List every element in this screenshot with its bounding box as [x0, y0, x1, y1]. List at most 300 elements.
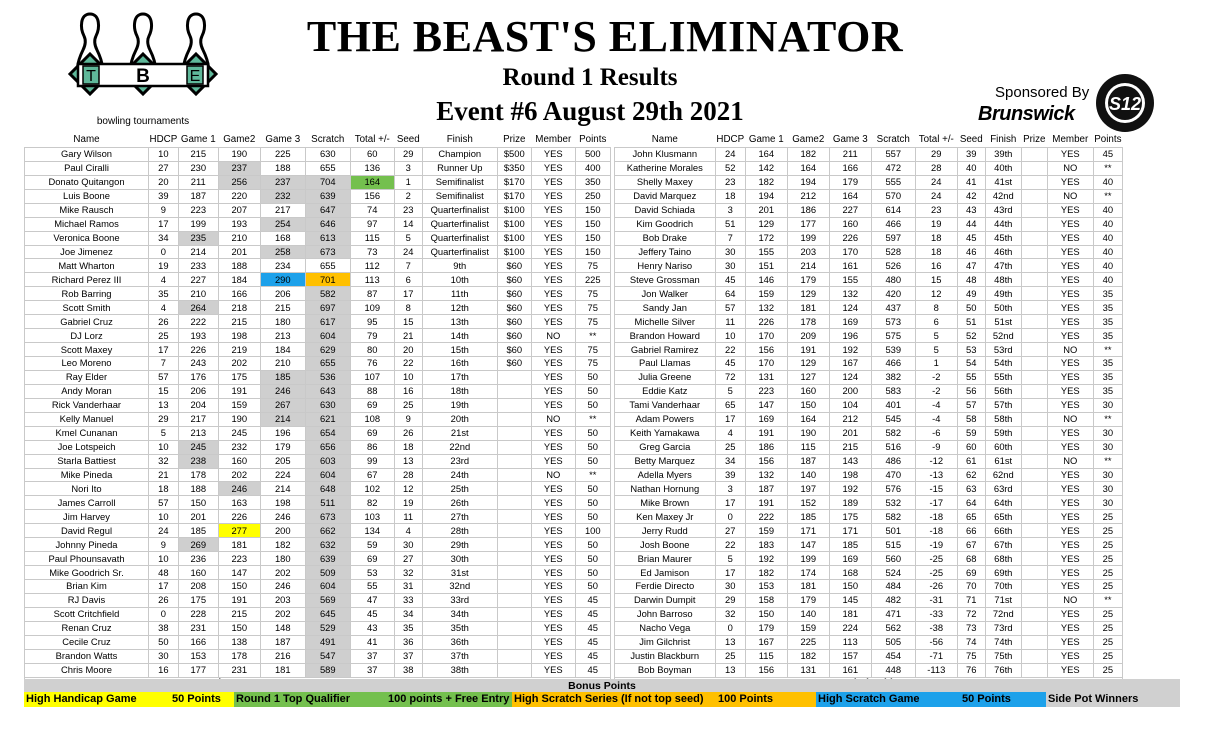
- left-cell: 13: [149, 398, 179, 412]
- left-cell: 202: [218, 357, 260, 371]
- left-cell: 277: [218, 524, 260, 538]
- right-cell: 45: [715, 273, 745, 287]
- left-cell: 69: [350, 398, 394, 412]
- right-cell: 68: [957, 552, 985, 566]
- right-cell: 189: [829, 496, 871, 510]
- right-cell: [1021, 357, 1047, 371]
- right-cell: 150: [829, 580, 871, 594]
- table-row: [25, 343, 1123, 357]
- table-row: [25, 315, 1123, 329]
- left-cell: 18: [394, 440, 422, 454]
- left-cell: [497, 440, 531, 454]
- bonus-points: 100 points + Free Entry: [386, 692, 512, 707]
- right-cell: 147: [745, 398, 787, 412]
- left-cell: YES: [531, 649, 575, 663]
- table-row: [25, 607, 1123, 621]
- bonus-section: [24, 679, 1180, 707]
- right-cell: 30: [1093, 440, 1122, 454]
- right-cell: 16: [915, 259, 957, 273]
- left-cell: 107: [350, 370, 394, 384]
- right-cell: 196: [829, 329, 871, 343]
- left-cell: 160: [178, 566, 218, 580]
- right-cell: 454: [871, 649, 915, 663]
- left-cell: YES: [531, 482, 575, 496]
- right-cell: [1021, 370, 1047, 384]
- right-cell: NO: [1047, 161, 1093, 175]
- right-cell: 480: [871, 273, 915, 287]
- right-cell: 52nd: [985, 329, 1021, 343]
- left-cell: 5: [149, 426, 179, 440]
- right-cell: [1021, 301, 1047, 315]
- left-cell: 250: [575, 189, 610, 203]
- right-cell: 124: [829, 370, 871, 384]
- right-cell: 194: [745, 189, 787, 203]
- left-cell: 4: [149, 301, 179, 315]
- right-cell: 6: [915, 315, 957, 329]
- left-cell: 21: [394, 329, 422, 343]
- right-cell: 401: [871, 398, 915, 412]
- left-cell: 30: [394, 538, 422, 552]
- right-cell: 39: [957, 147, 985, 161]
- left-cell: 190: [218, 147, 260, 161]
- left-cell: 11th: [422, 287, 497, 301]
- left-cell: 50: [575, 510, 610, 524]
- left-cell: 630: [305, 147, 350, 161]
- right-cell: 172: [745, 231, 787, 245]
- right-cell: 30: [1093, 398, 1122, 412]
- right-cell: 73rd: [985, 621, 1021, 635]
- right-cell: Brandon Howard: [614, 329, 715, 343]
- right-cell: 471: [871, 607, 915, 621]
- right-cell: 30: [715, 580, 745, 594]
- left-cell: YES: [531, 175, 575, 189]
- right-cell: [1021, 315, 1047, 329]
- bonus-points: 100 Points: [716, 692, 816, 707]
- left-cell: YES: [531, 635, 575, 649]
- left-cell: 60: [350, 147, 394, 161]
- column-header-right: Total +/-: [918, 134, 954, 146]
- left-cell: 100: [575, 524, 610, 538]
- right-cell: 186: [787, 203, 829, 217]
- left-cell: YES: [531, 203, 575, 217]
- right-cell: 212: [829, 412, 871, 426]
- right-cell: 113: [829, 635, 871, 649]
- right-cell: 40: [1093, 217, 1122, 231]
- right-cell: [1021, 496, 1047, 510]
- left-cell: 150: [575, 245, 610, 259]
- right-cell: 5: [715, 552, 745, 566]
- left-cell: 30: [149, 649, 179, 663]
- left-cell: James Carroll: [25, 496, 149, 510]
- right-cell: 30: [715, 245, 745, 259]
- left-cell: $170: [497, 189, 531, 203]
- left-cell: [497, 580, 531, 594]
- left-cell: 214: [260, 412, 305, 426]
- right-cell: John Barroso: [614, 607, 715, 621]
- table-row: [25, 426, 1123, 440]
- right-cell: Katherine Morales: [614, 161, 715, 175]
- left-cell: Richard Perez III: [25, 273, 149, 287]
- right-cell: 17: [715, 566, 745, 580]
- left-cell: 32: [149, 454, 179, 468]
- left-cell: 86: [350, 440, 394, 454]
- right-cell: 169: [745, 412, 787, 426]
- left-cell: 34th: [422, 607, 497, 621]
- right-cell: 5: [915, 329, 957, 343]
- left-cell: NO: [531, 329, 575, 343]
- left-cell: 25: [149, 329, 179, 343]
- left-cell: YES: [531, 552, 575, 566]
- table-row: [25, 593, 1123, 607]
- column-header-left: Name: [73, 134, 100, 146]
- right-cell: 35: [1093, 301, 1122, 315]
- left-cell: 226: [178, 343, 218, 357]
- left-cell: DJ Lorz: [25, 329, 149, 343]
- right-cell: 47: [957, 259, 985, 273]
- left-cell: $60: [497, 259, 531, 273]
- left-cell: 19: [149, 259, 179, 273]
- right-cell: 170: [745, 329, 787, 343]
- right-cell: 382: [871, 370, 915, 384]
- table-row: [25, 259, 1123, 273]
- right-cell: 181: [787, 580, 829, 594]
- right-cell: 25: [1093, 635, 1122, 649]
- right-cell: 178: [787, 315, 829, 329]
- left-cell: $60: [497, 287, 531, 301]
- right-cell: 168: [829, 566, 871, 580]
- right-cell: [1021, 649, 1047, 663]
- right-cell: 50th: [985, 301, 1021, 315]
- table-row: [25, 468, 1123, 482]
- left-cell: Chris Moore: [25, 663, 149, 677]
- right-cell: 466: [871, 357, 915, 371]
- right-cell: 45th: [985, 231, 1021, 245]
- right-cell: 197: [787, 482, 829, 496]
- right-cell: 25: [1093, 580, 1122, 594]
- right-cell: 48: [957, 273, 985, 287]
- left-cell: 511: [305, 496, 350, 510]
- right-cell: 153: [745, 580, 787, 594]
- right-cell: Adam Powers: [614, 412, 715, 426]
- right-cell: 22: [715, 343, 745, 357]
- right-cell: YES: [1047, 621, 1093, 635]
- right-cell: -25: [915, 552, 957, 566]
- left-cell: 38: [149, 621, 179, 635]
- right-cell: 63rd: [985, 482, 1021, 496]
- right-cell: 146: [745, 273, 787, 287]
- right-cell: 182: [745, 566, 787, 580]
- column-header-left: Total +/-: [354, 134, 390, 146]
- left-cell: 109: [350, 301, 394, 315]
- left-cell: $100: [497, 203, 531, 217]
- right-cell: 12: [915, 287, 957, 301]
- right-cell: 34: [715, 454, 745, 468]
- left-cell: 50: [575, 552, 610, 566]
- left-cell: 208: [178, 580, 218, 594]
- left-cell: 45: [575, 635, 610, 649]
- right-cell: 57: [957, 398, 985, 412]
- left-cell: 33rd: [422, 593, 497, 607]
- left-cell: 217: [178, 412, 218, 426]
- left-cell: [497, 412, 531, 426]
- left-cell: 150: [575, 217, 610, 231]
- table-row: [25, 189, 1123, 203]
- left-cell: 215: [260, 301, 305, 315]
- right-cell: 59: [957, 426, 985, 440]
- right-cell: 155: [829, 273, 871, 287]
- right-cell: 35: [1093, 370, 1122, 384]
- left-cell: 6: [394, 273, 422, 287]
- left-cell: 211: [178, 175, 218, 189]
- right-cell: Darwin Dumpit: [614, 593, 715, 607]
- left-cell: 11: [394, 510, 422, 524]
- left-cell: Kmel Cunanan: [25, 426, 149, 440]
- left-cell: 17: [149, 343, 179, 357]
- right-cell: **: [1093, 454, 1122, 468]
- left-cell: 30th: [422, 552, 497, 566]
- left-cell: 604: [305, 468, 350, 482]
- right-cell: [1021, 426, 1047, 440]
- right-cell: 191: [745, 496, 787, 510]
- left-cell: 45: [575, 649, 610, 663]
- left-cell: 227: [178, 273, 218, 287]
- left-cell: 17: [394, 287, 422, 301]
- right-cell: -17: [915, 496, 957, 510]
- table-row: [25, 510, 1123, 524]
- right-cell: YES: [1047, 635, 1093, 649]
- column-header-left: Seed: [396, 134, 420, 146]
- right-cell: Josh Boone: [614, 538, 715, 552]
- right-cell: 183: [745, 538, 787, 552]
- left-cell: 621: [305, 412, 350, 426]
- right-cell: 174: [787, 566, 829, 580]
- table-row: [25, 482, 1123, 496]
- right-cell: 147: [787, 538, 829, 552]
- left-cell: 14: [394, 217, 422, 231]
- right-cell: YES: [1047, 482, 1093, 496]
- left-cell: 45: [575, 607, 610, 621]
- right-cell: 582: [871, 510, 915, 524]
- left-cell: 32nd: [422, 580, 497, 594]
- left-cell: 210: [178, 287, 218, 301]
- right-cell: 60th: [985, 440, 1021, 454]
- right-cell: [1021, 189, 1047, 203]
- left-cell: 185: [178, 524, 218, 538]
- right-cell: -26: [915, 580, 957, 594]
- left-cell: 147: [218, 566, 260, 580]
- right-cell: 127: [787, 370, 829, 384]
- left-cell: 10th: [422, 273, 497, 287]
- left-cell: 201: [178, 510, 218, 524]
- left-cell: 243: [178, 357, 218, 371]
- left-cell: Quarterfinalist: [422, 217, 497, 231]
- left-cell: 74: [350, 203, 394, 217]
- bonus-title: Bonus Points: [24, 679, 1180, 692]
- right-cell: YES: [1047, 552, 1093, 566]
- left-cell: YES: [531, 161, 575, 175]
- sponsor-label: Sponsored By: [995, 84, 1090, 101]
- right-cell: 71: [957, 593, 985, 607]
- left-cell: 673: [305, 245, 350, 259]
- right-cell: -71: [915, 649, 957, 663]
- right-cell: -2: [915, 384, 957, 398]
- left-cell: [497, 663, 531, 677]
- right-cell: 59th: [985, 426, 1021, 440]
- left-cell: 53: [350, 566, 394, 580]
- left-cell: 3: [394, 161, 422, 175]
- right-cell: Gabriel Ramirez: [614, 343, 715, 357]
- left-cell: YES: [531, 593, 575, 607]
- left-cell: 228: [178, 607, 218, 621]
- left-cell: 21: [149, 468, 179, 482]
- right-cell: 175: [829, 510, 871, 524]
- column-header-left: Game 3: [265, 134, 301, 146]
- right-cell: 192: [745, 552, 787, 566]
- right-cell: [1021, 287, 1047, 301]
- left-cell: 112: [350, 259, 394, 273]
- right-cell: Adella Myers: [614, 468, 715, 482]
- right-cell: 42: [957, 189, 985, 203]
- left-cell: David Regul: [25, 524, 149, 538]
- left-cell: 184: [260, 343, 305, 357]
- left-cell: 26: [149, 593, 179, 607]
- right-cell: Nathan Hornung: [614, 482, 715, 496]
- left-cell: 185: [260, 370, 305, 384]
- left-cell: 160: [218, 454, 260, 468]
- left-cell: Donato Quitangon: [25, 175, 149, 189]
- right-cell: 562: [871, 621, 915, 635]
- right-cell: 150: [787, 398, 829, 412]
- left-cell: 166: [218, 287, 260, 301]
- left-cell: $500: [497, 147, 531, 161]
- right-cell: 169: [829, 315, 871, 329]
- left-cell: 220: [218, 189, 260, 203]
- left-cell: 216: [260, 649, 305, 663]
- left-cell: 32: [394, 566, 422, 580]
- logo-caption: bowling tournaments: [96, 116, 190, 127]
- right-cell: 47th: [985, 259, 1021, 273]
- right-cell: 582: [871, 426, 915, 440]
- column-header-left: Game 1: [180, 134, 216, 146]
- left-cell: [497, 593, 531, 607]
- right-cell: 171: [787, 524, 829, 538]
- right-cell: 5: [915, 343, 957, 357]
- left-cell: 37th: [422, 649, 497, 663]
- right-cell: YES: [1047, 426, 1093, 440]
- left-cell: 164: [350, 175, 394, 189]
- left-cell: 646: [305, 217, 350, 231]
- left-cell: 23rd: [422, 454, 497, 468]
- right-cell: 528: [871, 245, 915, 259]
- right-cell: 70th: [985, 580, 1021, 594]
- right-cell: 179: [829, 175, 871, 189]
- right-cell: 25: [1093, 510, 1122, 524]
- right-cell: Jerry Rudd: [614, 524, 715, 538]
- right-cell: 155: [745, 245, 787, 259]
- right-cell: 65th: [985, 510, 1021, 524]
- left-cell: 2: [394, 189, 422, 203]
- right-cell: 185: [829, 538, 871, 552]
- right-cell: 30: [1093, 482, 1122, 496]
- right-cell: Ken Maxey Jr: [614, 510, 715, 524]
- right-cell: 171: [829, 524, 871, 538]
- brunswick-logo: Brunswick: [978, 103, 1075, 125]
- left-cell: 115: [350, 231, 394, 245]
- right-cell: 199: [787, 552, 829, 566]
- right-cell: NO: [1047, 189, 1093, 203]
- right-cell: 65: [715, 398, 745, 412]
- right-cell: 76: [957, 663, 985, 677]
- right-cell: 64: [957, 496, 985, 510]
- left-cell: [497, 635, 531, 649]
- right-cell: 575: [871, 329, 915, 343]
- right-cell: 43rd: [985, 203, 1021, 217]
- right-cell: 40: [1093, 245, 1122, 259]
- left-cell: 47: [350, 593, 394, 607]
- left-cell: 246: [218, 482, 260, 496]
- right-cell: 179: [745, 621, 787, 635]
- left-cell: 203: [260, 593, 305, 607]
- left-cell: 16: [149, 663, 179, 677]
- left-cell: 206: [178, 384, 218, 398]
- left-cell: 1: [394, 175, 422, 189]
- logo-letter-e: E: [189, 68, 201, 85]
- left-cell: 9th: [422, 259, 497, 273]
- left-cell: 34: [394, 607, 422, 621]
- left-cell: 215: [218, 607, 260, 621]
- right-cell: Michelle Silver: [614, 315, 715, 329]
- right-cell: -19: [915, 538, 957, 552]
- right-cell: YES: [1047, 384, 1093, 398]
- left-cell: 18: [149, 482, 179, 496]
- left-cell: 196: [260, 426, 305, 440]
- left-cell: 23: [394, 203, 422, 217]
- right-cell: 71st: [985, 593, 1021, 607]
- right-cell: 73: [957, 621, 985, 635]
- table-row: [25, 203, 1123, 217]
- right-cell: 115: [787, 440, 829, 454]
- right-cell: -25: [915, 566, 957, 580]
- right-cell: 46th: [985, 245, 1021, 259]
- left-cell: 33: [394, 593, 422, 607]
- right-cell: [1021, 412, 1047, 426]
- results-table: [24, 134, 1123, 692]
- left-cell: [497, 538, 531, 552]
- table-row: [25, 217, 1123, 231]
- table-row: [25, 552, 1123, 566]
- right-cell: [1021, 566, 1047, 580]
- right-cell: [1021, 203, 1047, 217]
- left-cell: YES: [531, 273, 575, 287]
- right-cell: 182: [787, 147, 829, 161]
- right-cell: 501: [871, 524, 915, 538]
- left-cell: YES: [531, 357, 575, 371]
- right-cell: 30: [1093, 426, 1122, 440]
- right-cell: 53: [957, 343, 985, 357]
- left-cell: YES: [531, 607, 575, 621]
- left-cell: $100: [497, 245, 531, 259]
- right-cell: 13: [715, 663, 745, 677]
- left-cell: 177: [178, 663, 218, 677]
- left-cell: Champion: [422, 147, 497, 161]
- right-cell: 56th: [985, 384, 1021, 398]
- right-cell: 25: [715, 440, 745, 454]
- bonus-label: High Scratch Game: [816, 692, 960, 707]
- left-cell: 36th: [422, 635, 497, 649]
- left-cell: Johnny Pineda: [25, 538, 149, 552]
- table-row: [25, 161, 1123, 175]
- right-cell: **: [1093, 161, 1122, 175]
